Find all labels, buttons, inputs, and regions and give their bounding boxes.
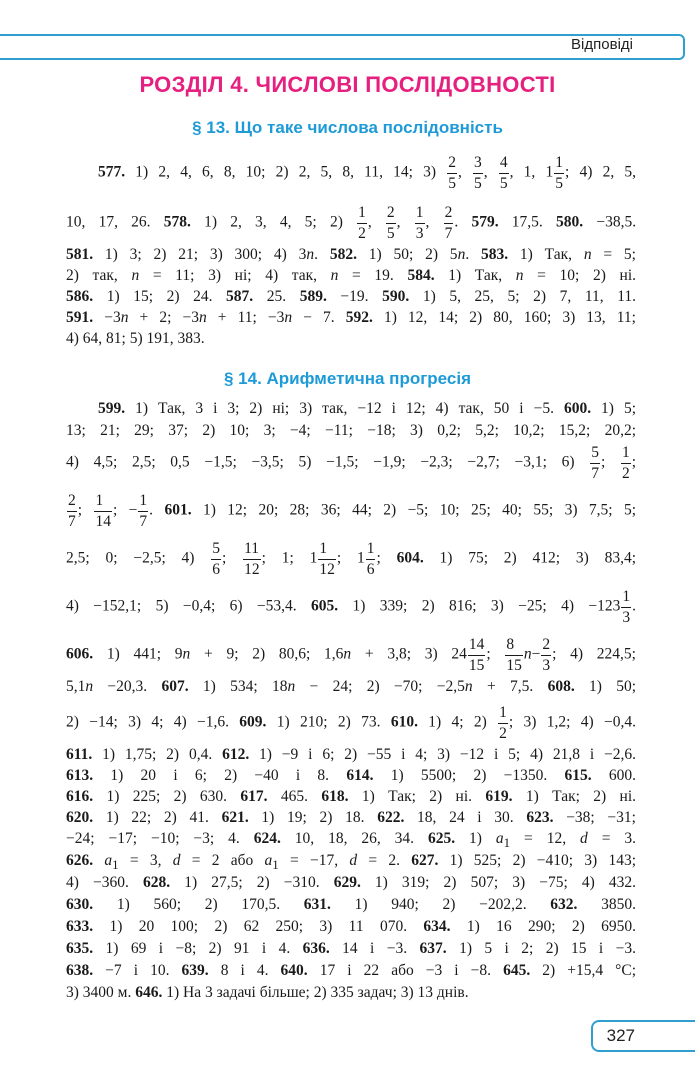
answer-line: 606. 1) 441; 9n + 9; 2) 80,6; 1,6n + 3,8; 3) 24 $\frac{14}{15}$ ; $\frac{8}{15}$ n− $\frac{2}{3}$ ; 4) 224,5; bbox=[66, 636, 636, 674]
page-number: 327 bbox=[606, 1026, 635, 1045]
answer-line: $\frac{2}{7}$ ; $\frac{1}{14}$ ; − $\frac{1}{7}$ . 601. 1) 12; 20; 28; 36; 44; 2) −5; 10; 25; 40; 55; 3) 7,5; 5; bbox=[68, 492, 637, 530]
answer-line: 2) так, n = 11; 3) ні; 4) так, n = 19. 584. 1) Так, n = 10; 2) ні. bbox=[66, 267, 637, 284]
answer-line: 4) 64, 81; 5) 191, 383. bbox=[66, 330, 205, 347]
answer-line: 2) −14; 3) 4; 4) −1,6. 609. 1) 210; 2) 73. 610. 1) 4; 2) $\frac{1}{2}$ ; 3) 1,2; 4) −0,4. bbox=[66, 704, 636, 742]
answer-line: 638. −7 і 10. 639. 8 і 4. 640. 17 і 22 або −3 і −8. 645. 2) +15,4 °С; bbox=[66, 962, 636, 979]
answer-line: 635. 1) 69 і −8; 2) 91 і 4. 636. 14 і −3. 637. 1) 5 і 2; 2) 15 і −3. bbox=[66, 940, 637, 957]
answer-line: 3) 3400 м. 646. 1) На 3 задачі більше; 2) 335 задач; 3) 13 днів. bbox=[66, 984, 469, 1001]
section-title-13: § 13. Що таке числова послідовність bbox=[192, 118, 503, 137]
answer-line: 599. 1) Так, 3 і 3; 2) ні; 3) так, −12 і 12; 4) так, 50 і −5. 600. 1) 5; bbox=[98, 400, 637, 417]
answer-line: 586. 1) 15; 2) 24. 587. 25. 589. −19. 590. 1) 5, 25, 5; 2) 7, 11, 11. bbox=[66, 288, 637, 305]
running-header: Відповіді bbox=[571, 36, 633, 53]
answer-line: 616. 1) 225; 2) 630. 617. 465. 618. 1) Так; 2) ні. 619. 1) Так; 2) ні. bbox=[66, 788, 637, 805]
answer-line: 2,5; 0; −2,5; 4) $\frac{5}{6}$ ; $\frac{11}{12}$ ; 1; 1 $\frac{1}{12}$ ; 1 $\frac{1}{6}$ ; 604. 1) 75; 2) 412; 3) 83,4; bbox=[66, 540, 636, 578]
answer-line: 577. 1) 2, 4, 6, 8, 10; 2) 2, 5, 8, 11, 14; 3) $\frac{2}{5}$ , $\frac{3}{5}$ , $\frac{4}{5}$ , 1, 1 $\frac{1}{5}$ ; 4) 2, 5, bbox=[98, 154, 637, 192]
answer-line: 630. 1) 560; 2) 170,5. 631. 1) 940; 2) −202,2. 632. 3850. bbox=[66, 896, 636, 913]
answer-line: 620. 1) 22; 2) 41. 621. 1) 19; 2) 18. 622. 18, 24 і 30. 623. −38; −31; bbox=[66, 809, 636, 826]
answer-line: 4) −152,1; 5) −0,4; 6) −53,4. 605. 1) 339; 2) 816; 3) −25; 4) −123 $\frac{1}{3}$ . bbox=[66, 588, 636, 626]
answer-line: 4) −360. 628. 1) 27,5; 2) −310. 629. 1) 319; 2) 507; 3) −75; 4) 432. bbox=[66, 874, 636, 891]
section-title-14: § 14. Арифметична прогресія bbox=[223, 369, 472, 388]
answer-line: 10, 17, 26. 578. 1) 2, 3, 4, 5; 2) $\frac{1}{2}$ , $\frac{2}{5}$ , $\frac{1}{3}$ , $\frac{2}{7}$ . 579. 17,5. 580. −38,5. bbox=[66, 204, 637, 242]
answer-line: 626. $a_1 = 3$, d = 2 або $a_1 = -17$, d = 2. 627. 1) 525; 2) −410; 3) 143; bbox=[66, 852, 637, 873]
answer-line: 4) 4,5; 2,5; 0,5 −1,5; −3,5; 5) −1,5; −1,9; −2,3; −2,7; −3,1; 6) $\frac{5}{7}$ ; $\frac{1}{2}$ ; bbox=[66, 444, 636, 482]
answer-line: 581. 1) 3; 2) 21; 3) 300; 4) 3n. 582. 1) 50; 2) 5n. 583. 1) Так, n = 5; bbox=[66, 246, 636, 263]
answer-line: 633. 1) 20 100; 2) 62 250; 3) 11 070. 634. 1) 16 290; 2) 6950. bbox=[66, 918, 636, 935]
answer-line: −24; −17; −10; −3; 4. 624. 10, 18, 26, 34. 625. 1) $a_1 = 12$, d = 3. bbox=[66, 830, 636, 851]
answer-line: 591. −3n + 2; −3n + 11; −3n − 7. 592. 1) 12, 14; 2) 80, 160; 3) 13, 11; bbox=[66, 309, 636, 326]
answer-line: 5,1n −20,3. 607. 1) 534; 18n − 24; 2) −70; −2,5n + 7,5. 608. 1) 50; bbox=[66, 678, 637, 695]
answer-line: 13; 21; 29; 37; 2) 10; 3; −4; −11; −18; 3) 0,2; 5,2; 10,2; 15,2; 20,2; bbox=[66, 422, 636, 439]
chapter-title: РОЗДІЛ 4. ЧИСЛОВІ ПОСЛІДОВНОСТІ bbox=[139, 72, 556, 97]
answer-line: 611. 1) 1,75; 2) 0,4. 612. 1) −9 і 6; 2) −55 і 4; 3) −12 і 5; 4) 21,8 і −2,6. bbox=[66, 746, 636, 763]
answer-line: 613. 1) 20 і 6; 2) −40 і 8. 614. 1) 5500; 2) −1350. 615. 600. bbox=[66, 767, 637, 784]
